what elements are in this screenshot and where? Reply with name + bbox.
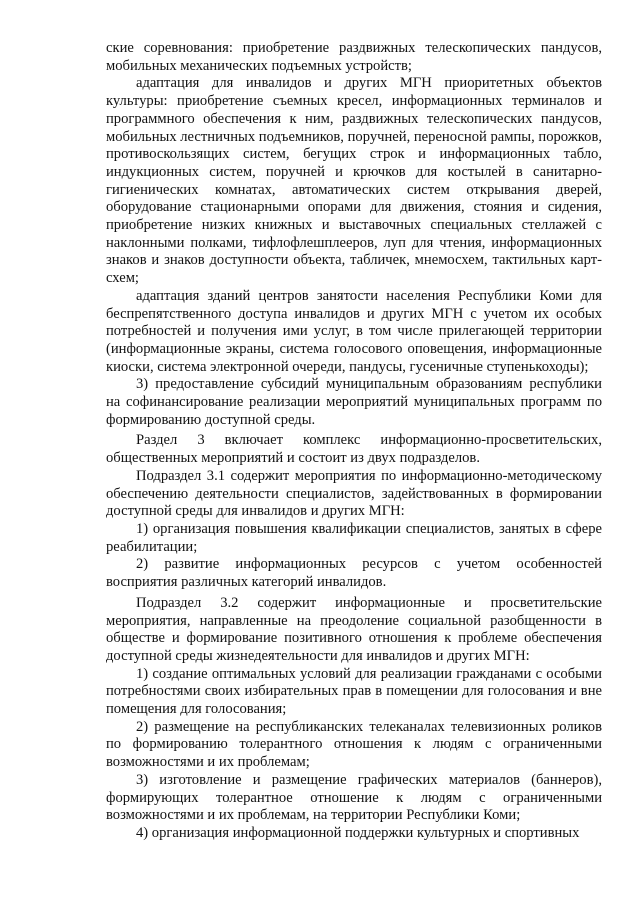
paragraph-culture-adaptation: адаптация для инвалидов и других МГН приоритетных объектов культуры: приобретение съемных кресел, информационных терминалов и программного обеспечения к ним, раздвижных телескопических пандусов, мобильных лестничных подъемников, поручней, переносной рампы, порожков, противоскользящих систем, бегущих строк и информационных табло, индукционных систем, поручней и крючков для костылей в санитарно-гигиенических комнатах, автоматических систем открывания дверей, оборудование стационарными опорами для движения, стояния и сидения, приобретение низких книжных и выставочных специальных стеллажей с наклонными полками, тифлофлешплееров, луп для чтения, информационных знаков и знаков доступности объекта, табличек, мнемосхем, тактильных карт-схем; <box>106 75 602 287</box>
document-body <box>106 40 602 843</box>
list-item: 1) организация повышения квалификации специалистов, занятых в сфере реабилитации; <box>106 520 602 555</box>
list-item: 4) организация информационной поддержки культурных и спортивных <box>136 824 580 841</box>
list-item: 2) размещение на республиканских телеканалах телевизионных роликов по формированию толерантного отношения к людям с ограниченными возможностями и их проблемам; <box>106 718 602 771</box>
paragraph-subsidies: 3) предоставление субсидий муниципальным образованиям республики на софинансирование реализации мероприятий муниципальных программ по формированию доступной среды. <box>106 376 602 428</box>
paragraph-subsection-3-2: Подраздел 3.2 содержит информационные и просветительские мероприятия, направленные на преодоление социальной разобщенности в обществе и формирование позитивного отношения к проблеме обеспечения доступной среды жизнедеятельности для инвалидов и других МГН: <box>106 594 602 664</box>
paragraph-continuation: ские соревнования: приобретение раздвижных телескопических пандусов, мобильных механических подъемных устройств; <box>106 40 602 74</box>
list-item: 3) изготовление и размещение графических материалов (баннеров), формирующих толерантное отношение к людям с ограниченными возможностями и их проблемам, на территории Республики Коми; <box>106 771 602 824</box>
list-item: 1) создание оптимальных условий для реализации гражданами с особыми потребностями своих избирательных прав в помещении для голосования и вне помещения для голосования; <box>106 665 602 718</box>
paragraph-employment-centers: адаптация зданий центров занятости населения Республики Коми для беспрепятственного доступа инвалидов и других МГН с учетом их особых потребностей и получения ими услуг, в том числе прилегающей территории (информационные экраны, система голосового оповещения, информационные киоски, система электронной очереди, пандусы, гусеничные ступенькоходы); <box>106 287 602 375</box>
list-item: 2) развитие информационных ресурсов с учетом особенностей восприятия различных категорий инвалидов. <box>106 556 602 591</box>
paragraph-section-3: Раздел 3 включает комплекс информационно-просветительских, общественных мероприятий и состоит из двух подразделов. <box>106 432 602 467</box>
paragraph-subsection-3-1: Подраздел 3.1 содержит мероприятия по информационно-методическому обеспечению деятельности специалистов, задействованных в формировании доступной среды для инвалидов и других МГН: <box>106 467 602 520</box>
